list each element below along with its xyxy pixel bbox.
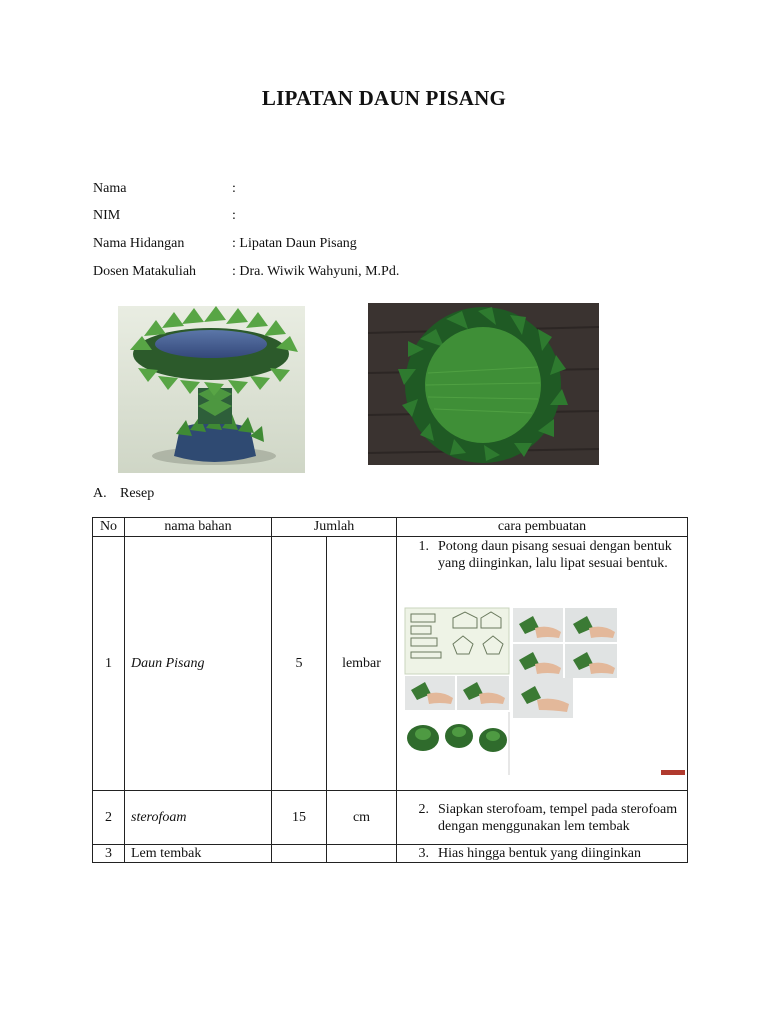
step-number: 2.	[418, 801, 430, 817]
section-title: Resep	[120, 486, 155, 501]
info-value: : Dra. Wiwik Wahyuni, M.Pd.	[232, 264, 400, 279]
cell-bahan: Lem tembak	[125, 845, 272, 863]
cell-no: 1	[93, 537, 125, 791]
info-value: :	[232, 208, 236, 223]
step-number: 3.	[418, 846, 430, 861]
recipe-table	[92, 517, 688, 863]
info-value: :	[232, 181, 236, 196]
cell-bahan: Daun Pisang	[125, 537, 272, 791]
header-no: No	[93, 518, 125, 537]
step-text: Potong daun pisang sesuai dengan bentuk yang diinginkan, lalu lipat sesuai bentuk.	[438, 539, 672, 571]
table-row	[93, 537, 688, 791]
table-row	[93, 791, 688, 845]
header-cara-pembuatan: cara pembuatan	[397, 518, 688, 537]
table-row	[93, 845, 688, 863]
page-title: LIPATAN DAUN PISANG	[261, 86, 507, 110]
cell-no: 2	[93, 791, 125, 845]
pedestal-leaf-photo	[118, 306, 305, 473]
section-number: A.	[93, 486, 107, 501]
folding-steps-photo	[403, 580, 681, 775]
cell-step	[397, 845, 688, 863]
step-text: Siapkan sterofoam, tempel pada sterofoam dengan menggunakan lem tembak	[438, 801, 678, 834]
header-jumlah: Jumlah	[272, 518, 397, 537]
header-nama-bahan: nama bahan	[125, 518, 272, 537]
cell-unit: lembar	[327, 537, 397, 791]
cell-bahan: sterofoam	[125, 791, 272, 845]
info-label: NIM	[93, 208, 121, 223]
cell-unit	[327, 845, 397, 863]
step-text: Hias hingga bentuk yang diinginkan	[438, 846, 641, 861]
cell-qty	[272, 845, 327, 863]
info-value: : Lipatan Daun Pisang	[232, 236, 357, 251]
info-label: Nama Hidangan	[93, 236, 185, 251]
cell-qty: 15	[272, 791, 327, 845]
section-heading-resep	[93, 486, 154, 502]
cell-step	[397, 537, 688, 791]
step-number: 1.	[418, 539, 430, 554]
round-leaf-plate-photo	[368, 303, 599, 465]
info-label: Nama	[93, 181, 127, 196]
cell-step	[397, 791, 688, 845]
cell-qty: 5	[272, 537, 327, 791]
info-label: Dosen Matakuliah	[93, 264, 197, 279]
cell-no: 3	[93, 845, 125, 863]
cell-unit: cm	[327, 791, 397, 845]
table-header-row	[93, 518, 688, 537]
